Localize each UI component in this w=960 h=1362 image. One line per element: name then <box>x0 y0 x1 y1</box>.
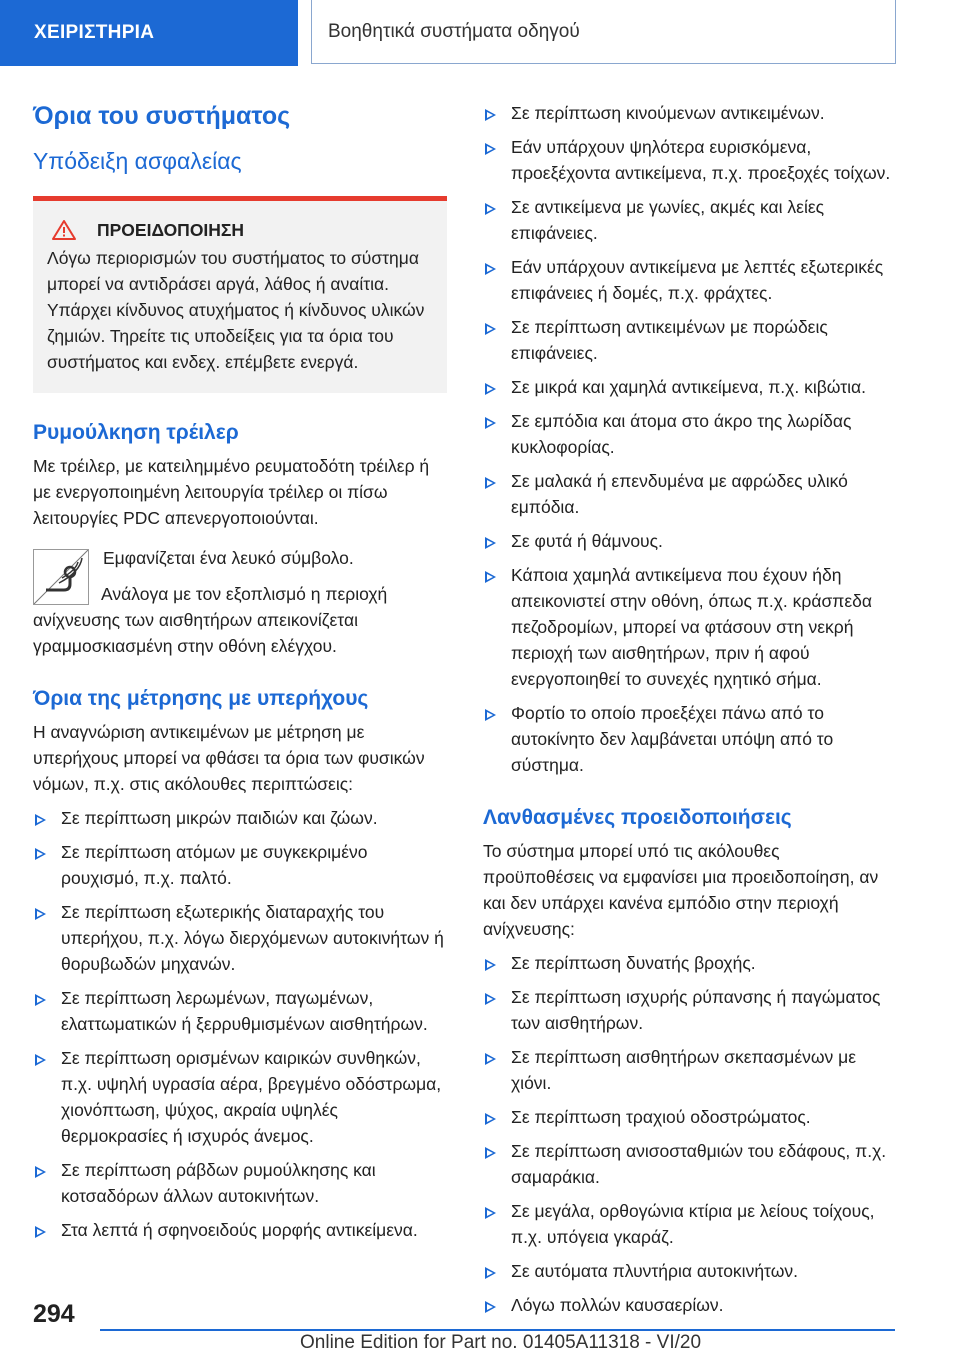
list-item: Φορτίο το οποίο προεξέχει πάνω από το αυτοκίνητο δεν λαμβάνεται υπόψη από το σύστημα. <box>483 700 895 778</box>
list-item: Σε περίπτωση ανισοσταθμιών του εδάφους, π.χ. σαμαράκια. <box>483 1138 895 1190</box>
trailer-symbol-line: Εμφανίζεται ένα λευκό σύμβολο. <box>103 548 354 568</box>
warning-box <box>33 196 447 393</box>
ultrasonic-heading: Όρια της μέτρησης με υπερήχους <box>33 687 369 710</box>
chapter-title: Βοηθητικά συστήματα οδηγού <box>311 0 896 64</box>
list-item: Σε περίπτωση αισθητήρων σκεπασμένων με χιόνι. <box>483 1044 895 1096</box>
list-item: Σε αυτόματα πλυντήρια αυτοκινήτων. <box>483 1258 895 1284</box>
trailer-heading: Ρυμούλκηση τρέιλερ <box>33 421 239 444</box>
trailer-symbol-text: Ανάλογα με τον εξοπλισμό η περιοχή ανίχνευσης των αισθητήρων απεικονίζεται γραμμοσκιασμένη στην οθόνη ελέγχου. <box>33 584 388 656</box>
page-header <box>0 0 960 66</box>
limits-list <box>483 100 895 778</box>
list-item: Σε περίπτωση ορισμένων καιρικών συνθηκών, π.χ. υψηλή υγρασία αέρα, βρεγμένο οδόστρωμα, χιονόπτωση, ψύχος, ακραία υψηλές θερμοκρασίες ή ισχυρός άνεμος. <box>33 1045 447 1149</box>
list-item: Εάν υπάρχουν αντικείμενα με λεπτές εξωτερικές επιφάνειες ή δομές, π.χ. φράχτες. <box>483 254 895 306</box>
list-item: Σε περίπτωση ατόμων με συγκεκριμένο ρουχισμό, π.χ. παλτό. <box>33 839 447 891</box>
list-item: Σε αντικείμενα με γωνίες, ακμές και λείες επιφάνειες. <box>483 194 895 246</box>
safety-heading: Υπόδειξη ασφαλείας <box>33 148 242 174</box>
warning-title-text: ΠΡΟΕΙΔΟΠΟΙΗΣΗ <box>97 220 245 240</box>
list-item: Σε μεγάλα, ορθογώνια κτίρια με λείους τοίχους, π.χ. υπόγεια γκαράζ. <box>483 1198 895 1250</box>
section-tab: ΧΕΙΡΙΣΤΗΡΙΑ <box>0 0 298 66</box>
list-item: Σε εμπόδια και άτομα στο άκρο της λωρίδας κυκλοφορίας. <box>483 408 895 460</box>
false-warnings-text: Το σύστημα μπορεί υπό τις ακόλουθες προϋποθέσεις να εμφανίσει μια προειδοποίηση, αν και δεν υπάρχει κανένα εμπόδιο στην περιοχή ανίχνευσης: <box>483 841 879 939</box>
edition-text: Online Edition for Part no. 01405A11318 - VI/20 <box>300 1332 702 1353</box>
list-item: Σε μαλακά ή επενδυμένα με αφρώδες υλικό εμπόδια. <box>483 468 895 520</box>
list-item: Σε περίπτωση τραχιού οδοστρώματος. <box>483 1104 895 1130</box>
footer-divider <box>100 1329 895 1331</box>
list-item: Σε περίπτωση κινούμενων αντικειμένων. <box>483 100 895 126</box>
false-warnings-section <box>483 804 895 1318</box>
list-item: Εάν υπάρχουν ψηλότερα ευρισκόμενα, προεξέχοντα αντικείμενα, π.χ. προεξοχές τοίχων. <box>483 134 895 186</box>
list-item: Σε περίπτωση ισχυρής ρύπανσης ή παγώματος των αισθητήρων. <box>483 984 895 1036</box>
list-item: Σε περίπτωση ράβδων ρυμούλκησης και κοτσαδόρων άλλων αυτοκινήτων. <box>33 1157 447 1209</box>
false-warnings-list <box>483 950 895 1318</box>
list-item: Λόγω πολλών καυσαερίων. <box>483 1292 895 1318</box>
list-item: Σε φυτά ή θάμνους. <box>483 528 895 554</box>
warning-title <box>47 217 433 243</box>
trailer-symbol <box>33 549 89 605</box>
ultrasonic-section <box>33 685 447 1243</box>
list-item: Κάποια χαμηλά αντικείμενα που έχουν ήδη απεικονιστεί στην οθόνη, όπως π.χ. κράσπεδα πεζοδρομίων, μπορεί να φτάσουν στη νεκρή περιοχή των αισθητήρων, πριν ή αφού ενεργοποιηθεί το συνεχές ηχητικό σήμα. <box>483 562 895 692</box>
list-item: Στα λεπτά ή σφηνοειδούς μορφής αντικείμενα. <box>33 1217 447 1243</box>
list-item: Σε περίπτωση δυνατής βροχής. <box>483 950 895 976</box>
warning-text: Λόγω περιορισμών του συστήματος το σύστημα μπορεί να αντιδράσει αργά, λάθος ή αναίτια. Υπάρχει κίνδυνος ατυχήματος ή κίνδυνος υλικών ζημιών. Τηρείτε τις υποδείξεις για τα όρια του συστήματος και ενδεχ. επέμβετε ενεργά. <box>47 248 425 372</box>
ultrasonic-list <box>33 805 447 1243</box>
warning-triangle-icon <box>51 219 77 241</box>
false-warnings-heading: Λανθασμένες προειδοποιήσεις <box>483 806 792 829</box>
page-title: Όρια του συστήματος <box>33 102 291 130</box>
trailer-text: Με τρέιλερ, με κατειλημμένο ρευματοδότη τρέιλερ ή με ενεργοποιημένη λειτουργία τρέιλερ οι πίσω λειτουργίες PDC απενεργοποιούνται. <box>33 456 430 528</box>
list-item: Σε περίπτωση μικρών παιδιών και ζώων. <box>33 805 447 831</box>
list-item: Σε περίπτωση εξωτερικής διαταραχής του υπερήχου, π.χ. λόγω διερχόμενων αυτοκινήτων ή θορυβωδών μηχανών. <box>33 899 447 977</box>
page-number: 294 <box>33 1300 75 1328</box>
left-column <box>33 100 447 1251</box>
list-item: Σε περίπτωση λερωμένων, παγωμένων, ελαττωματικών ή ξερρυθμισμένων αισθητήρων. <box>33 985 447 1037</box>
right-column <box>483 100 895 1326</box>
trailer-hitch-icon <box>34 550 88 604</box>
list-item: Σε μικρά και χαμηλά αντικείμενα, π.χ. κιβώτια. <box>483 374 895 400</box>
ultrasonic-text: Η αναγνώριση αντικειμένων με μέτρηση με υπερήχους μπορεί να φθάσει τα όρια των φυσικών νόμων, π.χ. στις ακόλουθες περιπτώσεις: <box>33 722 425 794</box>
list-item: Σε περίπτωση αντικειμένων με πορώδεις επιφάνειες. <box>483 314 895 366</box>
